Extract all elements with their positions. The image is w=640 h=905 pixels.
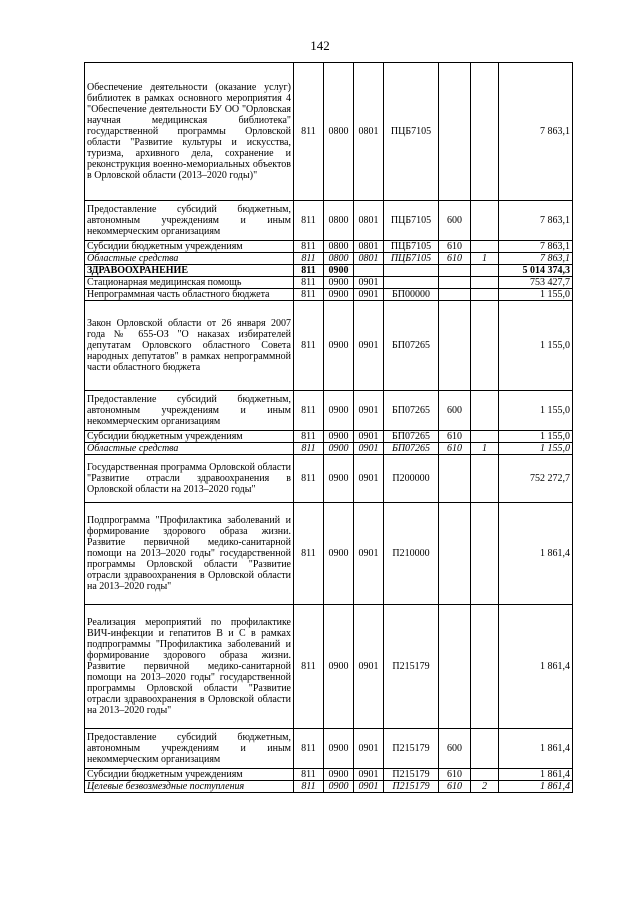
- subsection-cell: 0901: [354, 455, 384, 503]
- table-row: [85, 729, 573, 769]
- section-cell: 0900: [324, 265, 354, 277]
- source-cell: 2: [471, 781, 499, 793]
- section-cell: 0900: [324, 503, 354, 605]
- source-cell: [471, 265, 499, 277]
- section-cell: 0900: [324, 605, 354, 729]
- target-article-cell: [384, 265, 439, 277]
- amount-cell: 5 014 374,3: [499, 265, 573, 277]
- target-article-cell: ПЦБ7105: [384, 63, 439, 201]
- expense-type-cell: 610: [439, 781, 471, 793]
- budget-table: [84, 62, 573, 793]
- amount-cell: 7 863,1: [499, 241, 573, 253]
- source-cell: [471, 391, 499, 431]
- source-cell: [471, 503, 499, 605]
- amount-cell: 7 863,1: [499, 63, 573, 201]
- row-name-cell: Государственная программа Орловской области "Развитие отрасли здравоохранения в Орловской области на 2013–2020 годы": [85, 455, 294, 503]
- subsection-cell: 0801: [354, 253, 384, 265]
- table-row: [85, 769, 573, 781]
- section-cell: 0900: [324, 431, 354, 443]
- amount-cell: 1 861,4: [499, 781, 573, 793]
- row-name-cell: Подпрограмма "Профилактика заболеваний и формирование здорового образа жизни. Развитие первичной медико-санитарной помощи на 2013–2020 годы" государственной программы Орловской области "Развитие отрасли здравоохранения в Орловской области на 2013–2020 годы": [85, 503, 294, 605]
- ved-cell: 811: [294, 277, 324, 289]
- ved-cell: 811: [294, 391, 324, 431]
- row-name-cell: Субсидии бюджетным учреждениям: [85, 769, 294, 781]
- row-name-cell: Закон Орловской области от 26 января 2007 года № 655-ОЗ "О наказах избирателей депутатам Орловского областного Совета народных депутатов" в рамках непрограммной части областного бюджета: [85, 301, 294, 391]
- row-name-cell: Предоставление субсидий бюджетным, автономным учреждениям и иным некоммерческим организациям: [85, 201, 294, 241]
- subsection-cell: 0901: [354, 277, 384, 289]
- subsection-cell: [354, 265, 384, 277]
- expense-type-cell: 610: [439, 431, 471, 443]
- subsection-cell: 0901: [354, 301, 384, 391]
- section-cell: 0900: [324, 301, 354, 391]
- section-cell: 0900: [324, 443, 354, 455]
- ved-cell: 811: [294, 769, 324, 781]
- expense-type-cell: 610: [439, 769, 471, 781]
- table-row: [85, 455, 573, 503]
- subsection-cell: 0901: [354, 605, 384, 729]
- target-article-cell: [384, 277, 439, 289]
- amount-cell: 753 427,7: [499, 277, 573, 289]
- expense-type-cell: 610: [439, 443, 471, 455]
- ved-cell: 811: [294, 63, 324, 201]
- source-cell: [471, 301, 499, 391]
- target-article-cell: ПЦБ7105: [384, 253, 439, 265]
- section-cell: 0900: [324, 729, 354, 769]
- expense-type-cell: 600: [439, 729, 471, 769]
- ved-cell: 811: [294, 605, 324, 729]
- amount-cell: 1 861,4: [499, 605, 573, 729]
- target-article-cell: БП07265: [384, 301, 439, 391]
- table-row: [85, 605, 573, 729]
- source-cell: [471, 289, 499, 301]
- source-cell: [471, 729, 499, 769]
- subsection-cell: 0901: [354, 729, 384, 769]
- target-article-cell: П215179: [384, 769, 439, 781]
- target-article-cell: ПЦБ7105: [384, 241, 439, 253]
- table-row: [85, 241, 573, 253]
- ved-cell: 811: [294, 443, 324, 455]
- ved-cell: 811: [294, 301, 324, 391]
- expense-type-cell: [439, 605, 471, 729]
- target-article-cell: П215179: [384, 781, 439, 793]
- ved-cell: 811: [294, 241, 324, 253]
- expense-type-cell: [439, 277, 471, 289]
- ved-cell: 811: [294, 781, 324, 793]
- source-cell: [471, 431, 499, 443]
- source-cell: 1: [471, 443, 499, 455]
- target-article-cell: БП00000: [384, 289, 439, 301]
- ved-cell: 811: [294, 289, 324, 301]
- row-name-cell: Обеспечение деятельности (оказание услуг) библиотек в рамках основного мероприятия 4 "Обеспечение деятельности БУ ОО "Орловская научная медицинская библиотека" государственной программы Орловской области "Развитие культуры и искусства, туризма, архивного дела, сохранение и реконструкция военно-мемориальных объектов в Орловской области (2013–2020 годы)": [85, 63, 294, 201]
- section-cell: 0800: [324, 63, 354, 201]
- expense-type-cell: [439, 503, 471, 605]
- row-name-cell: Непрограммная часть областного бюджета: [85, 289, 294, 301]
- table-row: [85, 781, 573, 793]
- section-cell: 0800: [324, 241, 354, 253]
- amount-cell: 1 155,0: [499, 301, 573, 391]
- subsection-cell: 0901: [354, 289, 384, 301]
- table-row: [85, 391, 573, 431]
- section-cell: 0900: [324, 455, 354, 503]
- table-row: [85, 503, 573, 605]
- target-article-cell: БП07265: [384, 391, 439, 431]
- expense-type-cell: 610: [439, 253, 471, 265]
- ved-cell: 811: [294, 729, 324, 769]
- expense-type-cell: 600: [439, 391, 471, 431]
- table-row: [85, 431, 573, 443]
- subsection-cell: 0901: [354, 391, 384, 431]
- table-row: [85, 289, 573, 301]
- subsection-cell: 0901: [354, 781, 384, 793]
- amount-cell: 1 861,4: [499, 503, 573, 605]
- expense-type-cell: [439, 265, 471, 277]
- amount-cell: 7 863,1: [499, 201, 573, 241]
- ved-cell: 811: [294, 503, 324, 605]
- ved-cell: 811: [294, 265, 324, 277]
- table-row: [85, 253, 573, 265]
- amount-cell: 1 155,0: [499, 391, 573, 431]
- subsection-cell: 0901: [354, 503, 384, 605]
- target-article-cell: П215179: [384, 605, 439, 729]
- page-number: 142: [310, 38, 330, 53]
- row-name-cell: Реализация мероприятий по профилактике ВИЧ-инфекции и гепатитов В и С в рамках подпрограммы "Профилактика заболеваний и формирование здорового образа жизни. Развитие первичной медико-санитарной помощи на 2013–2020 годы" государственной программы Орловской области "Развитие отрасли здравоохранения в Орловской области на 2013–2020 годы": [85, 605, 294, 729]
- amount-cell: 1 155,0: [499, 443, 573, 455]
- row-name-cell: Субсидии бюджетным учреждениям: [85, 431, 294, 443]
- source-cell: [471, 769, 499, 781]
- source-cell: [471, 605, 499, 729]
- ved-cell: 811: [294, 201, 324, 241]
- table-row: [85, 277, 573, 289]
- table-row: [85, 265, 573, 277]
- target-article-cell: П215179: [384, 729, 439, 769]
- expense-type-cell: [439, 289, 471, 301]
- amount-cell: 752 272,7: [499, 455, 573, 503]
- row-name-cell: Областные средства: [85, 443, 294, 455]
- subsection-cell: 0901: [354, 443, 384, 455]
- row-name-cell: Предоставление субсидий бюджетным, автономным учреждениям и иным некоммерческим организациям: [85, 729, 294, 769]
- row-name-cell: Субсидии бюджетным учреждениям: [85, 241, 294, 253]
- ved-cell: 811: [294, 431, 324, 443]
- source-cell: [471, 201, 499, 241]
- target-article-cell: П200000: [384, 455, 439, 503]
- amount-cell: 1 861,4: [499, 769, 573, 781]
- subsection-cell: 0801: [354, 201, 384, 241]
- table-row: [85, 201, 573, 241]
- row-name-cell: Целевые безвозмездные поступления: [85, 781, 294, 793]
- section-cell: 0800: [324, 201, 354, 241]
- section-cell: 0900: [324, 769, 354, 781]
- amount-cell: 1 155,0: [499, 289, 573, 301]
- expense-type-cell: 600: [439, 201, 471, 241]
- table-row: [85, 443, 573, 455]
- target-article-cell: БП07265: [384, 431, 439, 443]
- expense-type-cell: [439, 63, 471, 201]
- expense-type-cell: [439, 301, 471, 391]
- section-cell: 0900: [324, 277, 354, 289]
- amount-cell: 1 861,4: [499, 729, 573, 769]
- section-cell: 0900: [324, 781, 354, 793]
- row-name-cell: Стационарная медицинская помощь: [85, 277, 294, 289]
- subsection-cell: 0901: [354, 769, 384, 781]
- source-cell: [471, 455, 499, 503]
- target-article-cell: П210000: [384, 503, 439, 605]
- expense-type-cell: [439, 455, 471, 503]
- source-cell: [471, 63, 499, 201]
- amount-cell: 7 863,1: [499, 253, 573, 265]
- source-cell: [471, 277, 499, 289]
- target-article-cell: ПЦБ7105: [384, 201, 439, 241]
- table-row: [85, 301, 573, 391]
- source-cell: [471, 241, 499, 253]
- table-row: [85, 63, 573, 201]
- source-cell: 1: [471, 253, 499, 265]
- row-name-cell: Предоставление субсидий бюджетным, автономным учреждениям и иным некоммерческим организациям: [85, 391, 294, 431]
- amount-cell: 1 155,0: [499, 431, 573, 443]
- ved-cell: 811: [294, 455, 324, 503]
- section-cell: 0900: [324, 289, 354, 301]
- expense-type-cell: 610: [439, 241, 471, 253]
- ved-cell: 811: [294, 253, 324, 265]
- subsection-cell: 0801: [354, 241, 384, 253]
- target-article-cell: БП07265: [384, 443, 439, 455]
- row-name-cell: ЗДРАВООХРАНЕНИЕ: [85, 265, 294, 277]
- section-cell: 0800: [324, 253, 354, 265]
- subsection-cell: 0801: [354, 63, 384, 201]
- row-name-cell: Областные средства: [85, 253, 294, 265]
- subsection-cell: 0901: [354, 431, 384, 443]
- section-cell: 0900: [324, 391, 354, 431]
